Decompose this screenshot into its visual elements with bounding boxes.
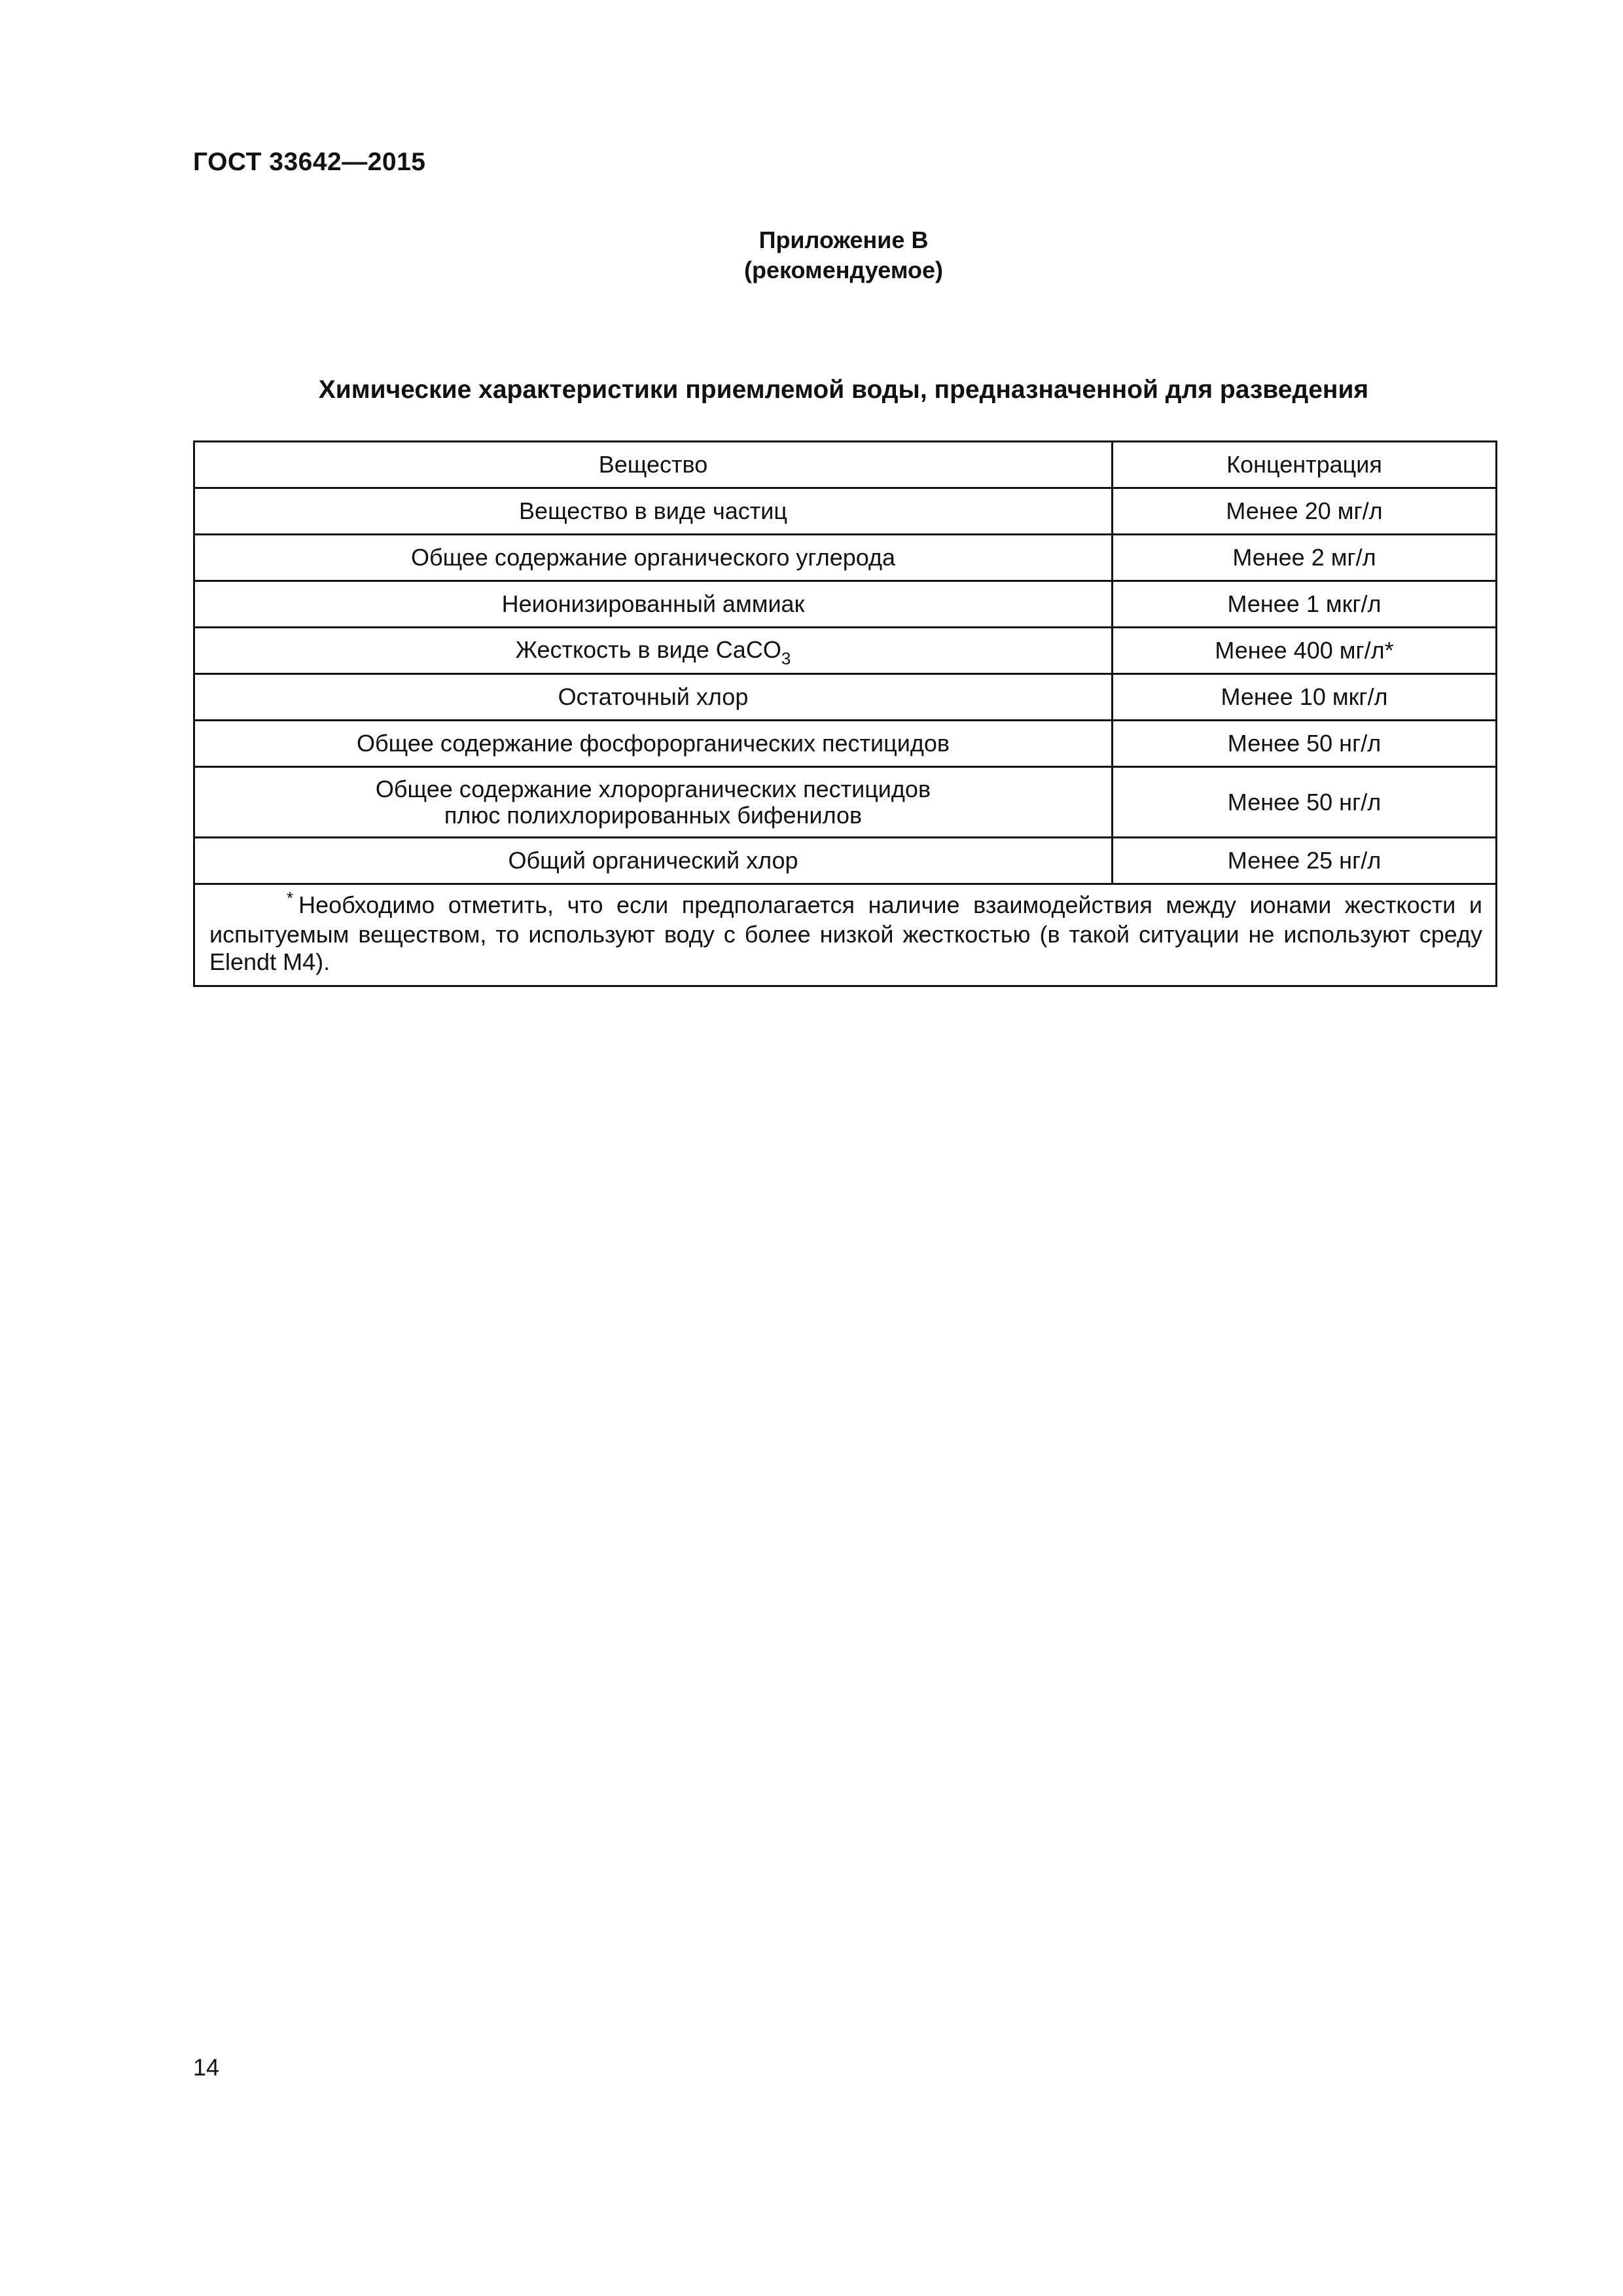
concentration-cell: Менее 400 мг/л* [1113, 628, 1497, 674]
substance-cell: Общее содержание фосфорорганических пестицидов [194, 721, 1113, 767]
concentration-cell: Менее 20 мг/л [1113, 488, 1497, 535]
page-number: 14 [193, 2054, 220, 2081]
concentration-cell: Менее 25 нг/л [1113, 838, 1497, 884]
concentration-cell: Менее 2 мг/л [1113, 535, 1497, 581]
table-header-row [194, 442, 1497, 488]
table-row [194, 674, 1497, 721]
appendix-kind: (рекомендуемое) [744, 257, 943, 283]
substance-cell [194, 628, 1113, 674]
substance-cell: Общий органический хлор [194, 838, 1113, 884]
table-row [194, 838, 1497, 884]
table-row [194, 767, 1497, 838]
chemical-subscript: 3 [781, 648, 791, 668]
footnote-mark: * [287, 888, 294, 908]
substance-cell: Общее содержание органического углерода [194, 535, 1113, 581]
substance-cell: Остаточный хлор [194, 674, 1113, 721]
concentration-cell: Менее 1 мкг/л [1113, 581, 1497, 628]
table-footnote-row [194, 884, 1497, 986]
column-header-concentration: Концентрация [1113, 442, 1497, 488]
concentration-cell: Менее 50 нг/л [1113, 767, 1497, 838]
substance-cell: Неионизированный аммиак [194, 581, 1113, 628]
column-header-substance: Вещество [194, 442, 1113, 488]
table-row [194, 628, 1497, 674]
standard-designation: ГОСТ 33642—2015 [193, 148, 426, 176]
chemical-characteristics-table [193, 440, 1497, 987]
table-title: Химические характеристики приемлемой воды, предназначенной для разведения [318, 376, 1369, 404]
substance-text: Жесткость в виде CaCO [515, 636, 781, 663]
substance-line: плюс полихлорированных бифенилов [444, 801, 863, 829]
table-row [194, 535, 1497, 581]
appendix-title: Приложение В [758, 226, 929, 253]
concentration-cell: Менее 50 нг/л [1113, 721, 1497, 767]
table-row [194, 721, 1497, 767]
table-row [194, 581, 1497, 628]
substance-cell: Вещество в виде частиц [194, 488, 1113, 535]
table-footnote [194, 884, 1497, 986]
substance-cell [194, 767, 1113, 838]
footnote-text: Необходимо отметить, что если предполагается наличие взаимодействия между ионами жесткости и испытуемым веществом, то используют воду с более низкой жесткостью (в такой ситуации не используют среду Elendt M4). [209, 891, 1482, 975]
concentration-cell: Менее 10 мкг/л [1113, 674, 1497, 721]
substance-line: Общее содержание хлорорганических пестицидов [375, 775, 931, 802]
table-row [194, 488, 1497, 535]
